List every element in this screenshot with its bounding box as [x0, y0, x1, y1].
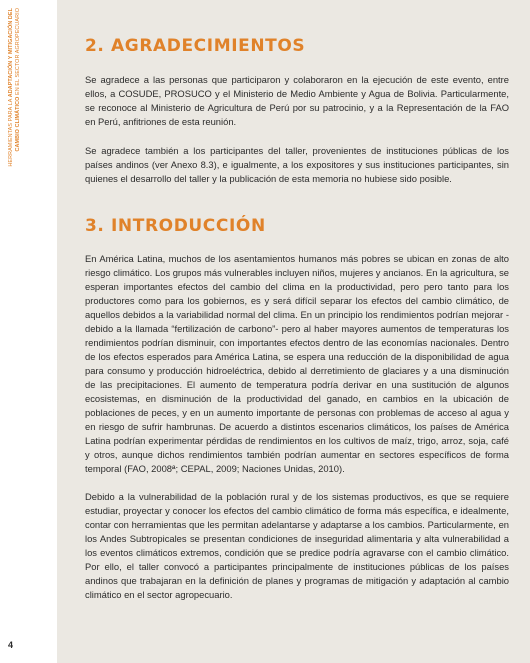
paragraph: Se agradece a las personas que participaron y colaboraron en la ejecución de este evento, entre ellos, a COSUDE, PROSUCO y el Ministerio de Medio Ambiente y Agua de Bolivia. Particularmente, se reconoce al Ministerio de Agricultura de Perú por su patrocinio, y a la Representación de la FAO en Perú, anfitriones de esta reunión.: [85, 74, 509, 127]
running-header-bold-text: CAMBIO CLIMÁTICO: [15, 96, 21, 152]
page-body: [57, 0, 530, 663]
left-margin: [0, 0, 57, 663]
paragraph: Debido a la vulnerabilidad de la población rural y de los sistemas productivos, es que se requiere estudiar, proyectar y conocer los efectos del cambio climático de forma más específica, e idealmente, contar con herramientas que les permitan adelantarse y adaptarse a los cambios. Particularmente, en los Andes Subtropicales se presentan condiciones de inseguridad alimentaria y alta vulnerabilidad a los eventos climáticos extremos, condición que se predice podría agravarse con el cambio climático. Por ello, el taller convocó a participantes principalmente de instituciones públicas de los países andinos que trabajaran en la definición de planes y programas de mitigación y adaptación al cambio climático en el sector agropecuario.: [85, 491, 509, 600]
running-header-text: EN EL SECTOR AGROPECUARIO: [15, 8, 21, 97]
paragraph: Se agradece también a los participantes del taller, provenientes de instituciones públicas de los países andinos (ver Anexo 8.3), e igualmente, a los expositores y sus instituciones participantes, sin quienes el desarrollo del taller y la publicación de esta memoria no hubiese sido posible.: [85, 145, 509, 184]
running-header-line-2: [15, 8, 22, 208]
section-title-agradecimientos: 2. AGRADECIMIENTOS: [85, 36, 306, 56]
page-number: 4: [8, 640, 14, 650]
paragraph: En América Latina, muchos de los asentamientos humanos más pobres se ubican en zonas de alto riesgo climático. Los grupos más vulnerables incluyen niños, mujeres y ancianos. En la agricultura, se esperan importantes efectos del cambio del clima en la productividad, pero pero tanto para los productores como para los gobiernos, es y será difícil separar los efectos del cambio climático, de aquellos debidos a la variabilidad normal del clima. En un principio los rendimientos podrían mejorar -debido a la llamada “fertilización de carbono”- pero al haber mayores aumentos de temperaturas los rendimientos podrían disminuir, con importantes efectos dentro de las economías nacionales. Dentro de los efectos esperados para América Latina, se espera una reducción de la disponibilidad de agua para consumo y producción hidroeléctrica, debido al derretimiento de glaciares y a una disminución de las precipitaciones. El aumento de temperatura podría derivar en una sustitución de algunos ecosistemas, en disminución de la productividad del ganado, en cambios en la ubicación de poblaciones de peces, y en un aumento importante de personas con problemas de acceso al agua y en riesgo de sufrir hambrunas. De acuerdo a distintos escenarios climáticos, los países de América Latina podrían experimentar pérdidas de rendimientos en los cultivos de maíz, trigo, arroz, soja, café y otros, aunque dichos rendimientos también podrían aumentar en sectores específicos de forma temporal (FAO, 2008ª; CEPAL, 2009; Naciones Unidas, 2010).: [85, 253, 509, 474]
page-content: [85, 36, 509, 602]
running-header-text: HERRAMIENTAS PARA LA: [8, 97, 14, 167]
section-title-introduccion: 3. INTRODUCCIÓN: [85, 216, 266, 236]
running-header: [8, 8, 22, 208]
running-header-bold-text: ADAPTACIÓN Y MITIGACIÓN DEL: [8, 8, 14, 98]
running-header-line-1: [8, 8, 15, 208]
